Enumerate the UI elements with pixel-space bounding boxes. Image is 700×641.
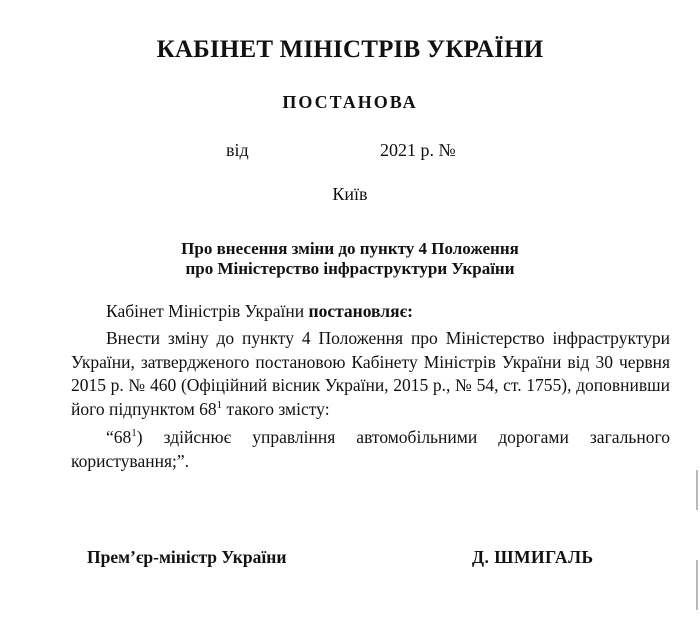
quoted-subparagraph [71, 426, 670, 473]
signatory-role: Прем’єр-міністр України [87, 547, 287, 567]
scan-edge-mark [696, 560, 698, 610]
issuer-title: КАБІНЕТ МІНІСТРІВ УКРАЇНИ [156, 36, 544, 63]
amendment-paragraph [71, 327, 670, 421]
quote-superscript: 1 [131, 427, 137, 440]
city-name: Київ [332, 184, 368, 204]
intro-decree-word: постановляє: [308, 301, 413, 321]
resolution-intro [71, 300, 670, 324]
quote-text: ) здійснює управління автомобільними дорогами загального користування;”. [71, 427, 670, 471]
heading-line-2: про Міністерство інфраструктури України [185, 259, 515, 278]
signatory-name: Д. ШМИГАЛЬ [472, 547, 594, 567]
intro-text: Кабінет Міністрів України [106, 301, 309, 321]
quote-start: “68 [106, 427, 132, 447]
heading-line-1: Про внесення зміни до пункту 4 Положення [181, 239, 519, 258]
scan-edge-mark [696, 470, 698, 510]
date-from-label: від [226, 140, 249, 160]
amendment-superscript: 1 [216, 398, 223, 411]
date-line [0, 140, 700, 162]
amendment-text-end: такого змісту: [222, 398, 330, 419]
date-year-number: 2021 р. № [380, 140, 456, 160]
document-heading [0, 239, 700, 279]
document-type: ПОСТАНОВА [282, 92, 418, 112]
amendment-text: Внести зміну до пункту 4 Положення про Міністерство інфраструктури України, затвердженого постановою Кабінету Міністрів України від 30 червня 2015 р. № 460 (Офіційний вісник України, 2015 р., № 54, ст. 1755), доповнивши його підпунктом 68 [71, 328, 670, 419]
